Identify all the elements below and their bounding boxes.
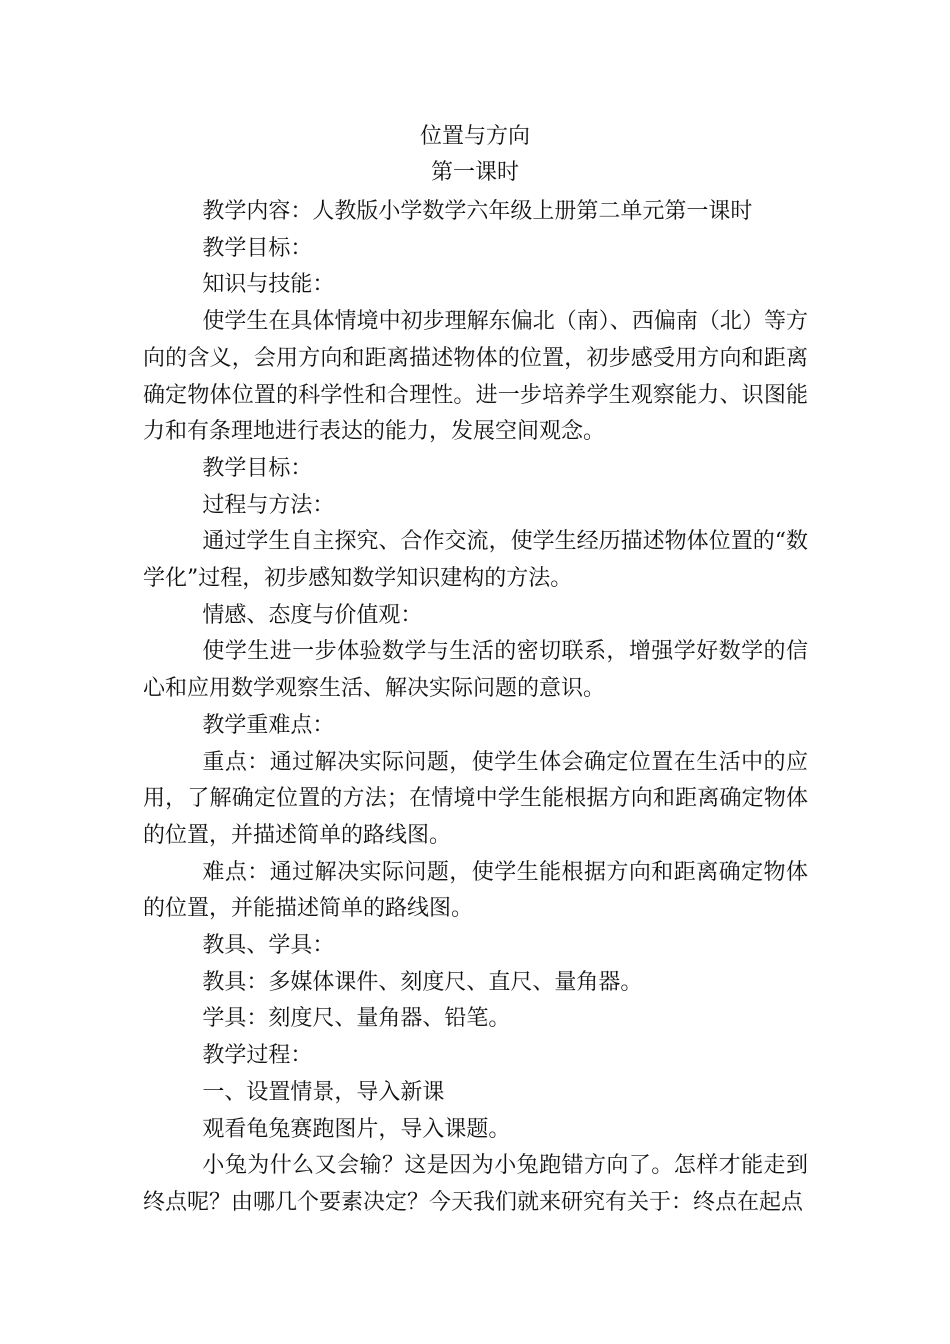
subheading-knowledge-skills: 知识与技能： [202,272,335,298]
document-title: 位置与方向 [419,124,530,149]
section-heading-goals: 教学目标： [202,235,313,261]
paragraph-difficult-point: 难点：通过解决实际问题，使学生能根据方向和距离确定物体的位置，并能描述简单的路线图。 [143,859,808,922]
paragraph-key-point: 重点：通过解决实际问题，使学生体会确定位置在生活中的应用，了解确定位置的方法；在情境中学生能根据方向和距离确定物体的位置，并描述简单的路线图。 [143,749,808,848]
document-body [143,194,808,1222]
subheading-step-one: 一、设置情景，导入新课 [202,1079,445,1105]
paragraph-teacher-aids: 教具：多媒体课件、刻度尺、直尺、量角器。 [202,969,643,995]
section-heading-teaching-aids: 教具、学具： [202,933,335,959]
subheading-attitude-values: 情感、态度与价值观： [202,602,423,628]
section-heading-goals-2: 教学目标： [202,455,313,481]
paragraph-attitude-values: 使学生进一步体验数学与生活的密切联系，增强学好数学的信心和应用数学观察生活、解决实际问题的意识。 [143,639,808,702]
teaching-content: 教学内容：人教版小学数学六年级上册第二单元第一课时 [202,199,753,224]
paragraph-intro-picture: 观看龟兔赛跑图片，导入课题。 [202,1116,511,1142]
paragraph-student-aids: 学具：刻度尺、量角器、铅笔。 [202,1006,511,1032]
section-heading-process: 教学过程： [202,1043,313,1069]
subheading-process-method: 过程与方法： [202,492,335,518]
paragraph-process-method: 通过学生自主探究、合作交流，使学生经历描述物体位置的“数学化”过程，初步感知数学知识建构的方法。 [143,529,808,592]
section-heading-key-points: 教学重难点： [202,712,335,738]
document-subtitle: 第一课时 [430,160,519,185]
paragraph-rabbit-question: 小兔为什么又会输？这是因为小兔跑错方向了。怎样才能走到终点呢？由哪几个要素决定？今天我们就来研究有关于：终点在起点 [143,1153,808,1215]
paragraph-knowledge-skills: 使学生在具体情境中初步理解东偏北（南）、西偏南（北）等方向的含义，会用方向和距离描述物体的位置，初步感受用方向和距离确定物体位置的科学性和合理性。进一步培养学生观察能力、识图能力和有条理地进行表达的能力，发展空间观念。 [143,309,808,445]
